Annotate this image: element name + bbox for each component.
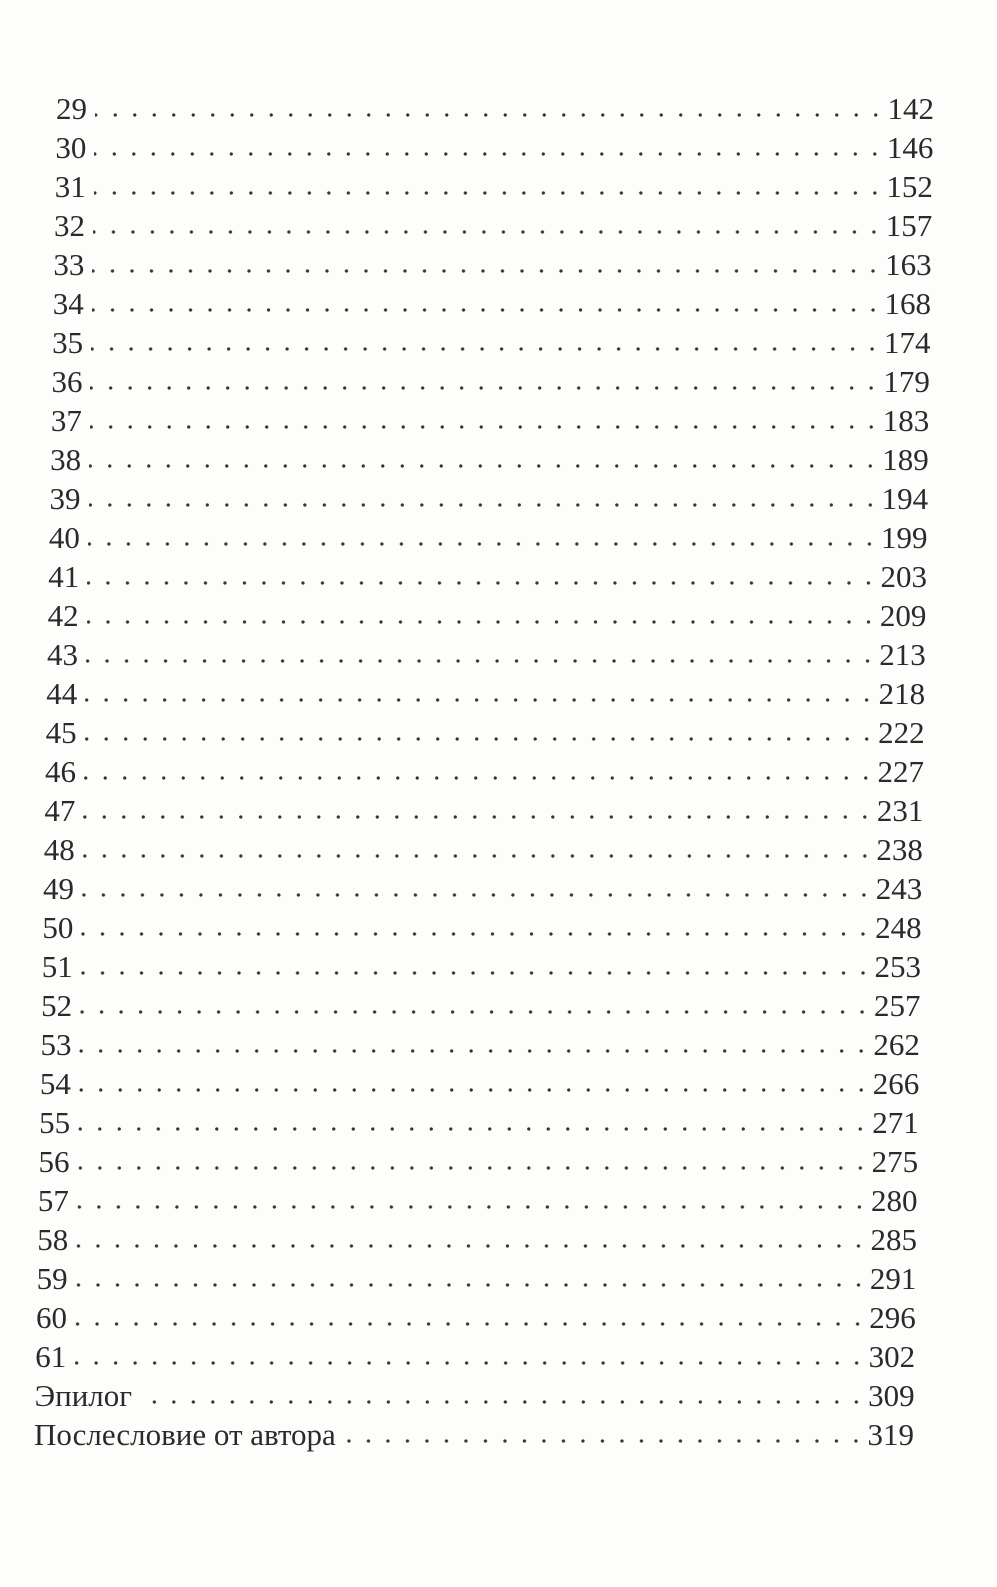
toc-entry-page-number: 203 xyxy=(880,559,927,594)
toc-entry xyxy=(53,279,931,319)
toc-entry xyxy=(45,747,924,787)
toc-entry-label: 51 xyxy=(41,949,73,984)
toc-entry-label: 48 xyxy=(43,832,75,867)
toc-entry xyxy=(44,825,923,865)
toc-entry xyxy=(47,630,926,670)
toc-entry-label: 60 xyxy=(35,1300,67,1335)
toc-entry-page-number: 309 xyxy=(868,1378,915,1413)
dot-leader xyxy=(95,112,886,118)
toc-entry xyxy=(39,1137,919,1177)
dot-leader xyxy=(78,1165,870,1171)
dot-leader xyxy=(83,814,875,820)
dot-leader xyxy=(344,1438,866,1444)
toc-entry xyxy=(43,864,922,904)
toc-entry xyxy=(44,786,923,826)
toc-entry-page-number: 183 xyxy=(882,403,930,438)
toc-entry-page-number: 238 xyxy=(876,832,923,867)
dot-leader xyxy=(79,1087,871,1093)
toc-entry xyxy=(39,1098,919,1138)
dot-leader xyxy=(90,424,881,430)
toc-entry-page-number: 194 xyxy=(881,481,929,516)
dot-leader xyxy=(82,892,874,898)
dot-leader xyxy=(94,151,885,157)
toc-entry xyxy=(42,942,921,982)
dot-leader xyxy=(78,1126,870,1132)
toc-entry-page-number: 285 xyxy=(870,1222,917,1257)
toc-entry-label: 44 xyxy=(46,676,78,711)
toc-entry xyxy=(55,162,933,202)
toc-entry xyxy=(37,1254,917,1294)
toc-entry-page-number: 231 xyxy=(876,793,924,828)
dot-leader xyxy=(88,541,879,547)
toc-entry xyxy=(53,240,931,280)
toc-entry xyxy=(40,1059,919,1099)
toc-entry-label: 53 xyxy=(40,1027,72,1062)
toc-entry xyxy=(48,552,927,592)
toc-entry-label: 43 xyxy=(46,637,78,672)
toc-entry xyxy=(46,708,925,748)
toc-entry-label: 36 xyxy=(51,364,83,399)
toc-entry-label: 57 xyxy=(37,1183,69,1218)
toc-entry-label: 50 xyxy=(42,910,74,945)
toc-entry xyxy=(38,1176,918,1216)
dot-leader xyxy=(77,1204,869,1210)
toc-entry-label: 40 xyxy=(48,520,80,555)
toc-entry xyxy=(50,474,929,514)
dot-leader xyxy=(92,268,883,274)
dot-leader xyxy=(85,736,876,742)
toc-entry-page-number: 157 xyxy=(885,208,933,243)
toc-entry-page-number: 199 xyxy=(881,520,928,555)
toc-entry xyxy=(48,591,927,631)
dot-leader xyxy=(83,853,875,859)
toc-entry-page-number: 142 xyxy=(887,91,934,126)
toc-entry-label: 58 xyxy=(37,1222,69,1257)
toc-entry-label: 55 xyxy=(39,1105,71,1140)
toc-entry-page-number: 271 xyxy=(872,1105,919,1140)
toc-entry-label: 46 xyxy=(45,754,76,789)
dot-leader xyxy=(89,502,880,508)
toc-entry xyxy=(46,669,925,709)
toc-entry-page-number: 262 xyxy=(873,1027,920,1062)
dot-leader xyxy=(92,307,883,313)
dot-leader xyxy=(89,463,880,469)
toc-entry-page-number: 209 xyxy=(879,598,927,633)
toc-entry-page-number: 248 xyxy=(875,910,922,945)
toc-entry-page-number: 179 xyxy=(883,364,930,399)
toc-entry xyxy=(37,1215,917,1255)
toc-entry-page-number: 291 xyxy=(869,1261,917,1296)
toc-entry-page-number: 302 xyxy=(868,1339,916,1374)
dot-leader xyxy=(87,619,878,625)
toc-entry-page-number: 213 xyxy=(879,637,926,672)
dot-leader xyxy=(79,1048,871,1054)
toc-entry-label: Эпилог xyxy=(34,1378,132,1413)
dot-leader xyxy=(81,931,873,937)
toc-entry xyxy=(50,435,929,475)
dot-leader xyxy=(74,1360,866,1366)
dot-leader xyxy=(93,229,884,235)
toc-entry-label: 37 xyxy=(50,403,82,438)
toc-entry xyxy=(52,318,930,358)
toc-entry-label: 29 xyxy=(56,91,87,126)
toc-entry-label: 33 xyxy=(53,247,85,282)
toc-entry-label: 32 xyxy=(54,208,86,243)
toc-entry-label: 38 xyxy=(50,442,82,477)
toc-entry-label: 56 xyxy=(38,1144,70,1179)
toc-entry-page-number: 222 xyxy=(878,715,925,750)
dot-leader xyxy=(76,1243,868,1249)
toc-entry xyxy=(51,357,929,397)
toc-entry-label: 59 xyxy=(36,1261,68,1296)
dot-leader xyxy=(84,775,876,781)
toc-entry xyxy=(55,123,933,163)
toc-entry xyxy=(35,1371,915,1411)
toc-entry-label: 35 xyxy=(52,325,84,360)
toc-entry xyxy=(51,396,929,436)
toc-entry-label: 61 xyxy=(35,1339,67,1374)
toc-entry-page-number: 168 xyxy=(884,286,932,321)
toc-entry xyxy=(54,201,932,241)
dot-leader xyxy=(81,970,873,976)
toc-entry-page-number: 218 xyxy=(878,676,926,711)
dot-leader xyxy=(76,1282,868,1288)
toc-entry-label: 41 xyxy=(48,559,80,594)
toc-entry-label: 34 xyxy=(52,286,84,321)
toc-entry-label: 49 xyxy=(43,871,75,906)
toc-entry-label: 30 xyxy=(55,130,87,165)
toc-entry xyxy=(42,903,921,943)
dot-leader xyxy=(75,1321,867,1327)
toc-entry-label: 42 xyxy=(47,598,79,633)
toc-entry-page-number: 163 xyxy=(885,247,932,282)
toc-entry-page-number: 296 xyxy=(869,1300,916,1335)
toc-entry-page-number: 280 xyxy=(871,1183,918,1218)
toc-entry-label: 45 xyxy=(45,715,77,750)
dot-leader xyxy=(140,1399,866,1405)
dot-leader xyxy=(90,385,881,391)
dot-leader xyxy=(80,1009,872,1015)
toc-entry-label: 54 xyxy=(39,1066,71,1101)
toc-entry xyxy=(35,1332,915,1372)
toc-entry xyxy=(49,513,928,553)
toc-entry xyxy=(36,1293,916,1333)
toc-entry-label: Послесловие от автора xyxy=(34,1417,336,1452)
toc-entry-label: 52 xyxy=(41,988,73,1023)
dot-leader xyxy=(94,190,885,196)
toc-entry xyxy=(40,1020,919,1060)
toc-entry-label: 31 xyxy=(54,169,86,204)
toc-entry-label: 39 xyxy=(49,481,81,516)
toc-entry-page-number: 152 xyxy=(886,169,933,204)
toc-entry-page-number: 227 xyxy=(877,754,924,789)
dot-leader xyxy=(87,580,878,586)
toc-entry-page-number: 257 xyxy=(873,988,921,1023)
toc-entry-page-number: 174 xyxy=(883,325,931,360)
dot-leader xyxy=(91,346,882,352)
dot-leader xyxy=(85,697,876,703)
toc-entry-page-number: 189 xyxy=(882,442,929,477)
toc-entry-page-number: 319 xyxy=(867,1417,914,1452)
toc-entry-page-number: 243 xyxy=(875,871,923,906)
toc-entry-label: 47 xyxy=(44,793,76,828)
toc-entry-page-number: 266 xyxy=(872,1066,920,1101)
toc-entry xyxy=(34,1410,914,1450)
toc-entry-page-number: 253 xyxy=(874,949,922,984)
toc-entry xyxy=(56,84,934,124)
dot-leader xyxy=(86,658,877,664)
toc-entry-page-number: 275 xyxy=(871,1144,919,1179)
toc-entry-page-number: 146 xyxy=(886,130,934,165)
toc-entry xyxy=(41,981,920,1021)
